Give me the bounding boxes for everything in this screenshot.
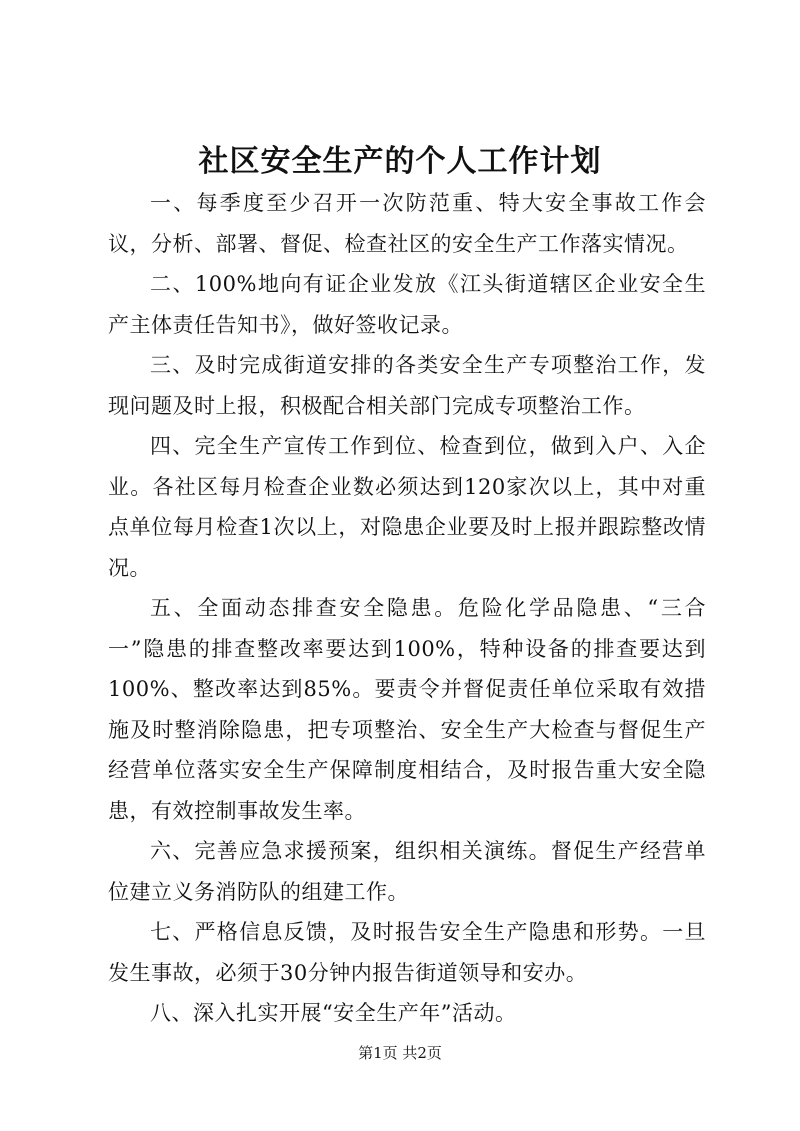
- page-number-footer: 第1页 共2页: [358, 1044, 442, 1062]
- paragraph-2: 二、100%地向有证企业发放《江头街道辖区企业安全生产主体责任告知书》，做好签收记录。: [108, 272, 706, 337]
- paragraph-7: 七、严格信息反馈，及时报告安全生产隐患和形势。一旦发生事故，必须于30分钟内报告街道领导和安办。: [108, 920, 706, 985]
- paragraph-4: 四、完全生产宣传工作到位、检查到位，做到入户、入企业。各社区每月检查企业数必须达到120家次以上，其中对重点单位每月检查1次以上，对隐患企业要及时上报并跟踪整改情况。: [108, 434, 706, 580]
- paragraph-1: 一、每季度至少召开一次防范重、特大安全事故工作会议，分析、部署、督促、检查社区的安全生产工作落实情况。: [108, 191, 706, 256]
- paragraph-5: 五、全面动态排查安全隐患。危险化学品隐患、“三合一”隐患的排查整改率要达到100%，特种设备的排查要达到100%、整改率达到85%。要责令并督促责任单位采取有效措施及时整消除隐患，把专项整治、安全生产大检查与督促生产经营单位落实安全生产保障制度相结合，及时报告重大安全隐患，有效控制事故发生率。: [108, 596, 706, 823]
- document-body: [108, 183, 706, 1034]
- document-title: 社区安全生产的个人工作计划: [198, 144, 602, 179]
- paragraph-8: 八、深入扎实开展“安全生产年”活动。: [150, 1001, 517, 1025]
- paragraph-3: 三、及时完成街道安排的各类安全生产专项整治工作，发现问题及时上报，积极配合相关部门完成专项整治工作。: [108, 353, 706, 418]
- paragraph-6: 六、完善应急求援预案，组织相关演练。督促生产经营单位建立义务消防队的组建工作。: [108, 839, 706, 904]
